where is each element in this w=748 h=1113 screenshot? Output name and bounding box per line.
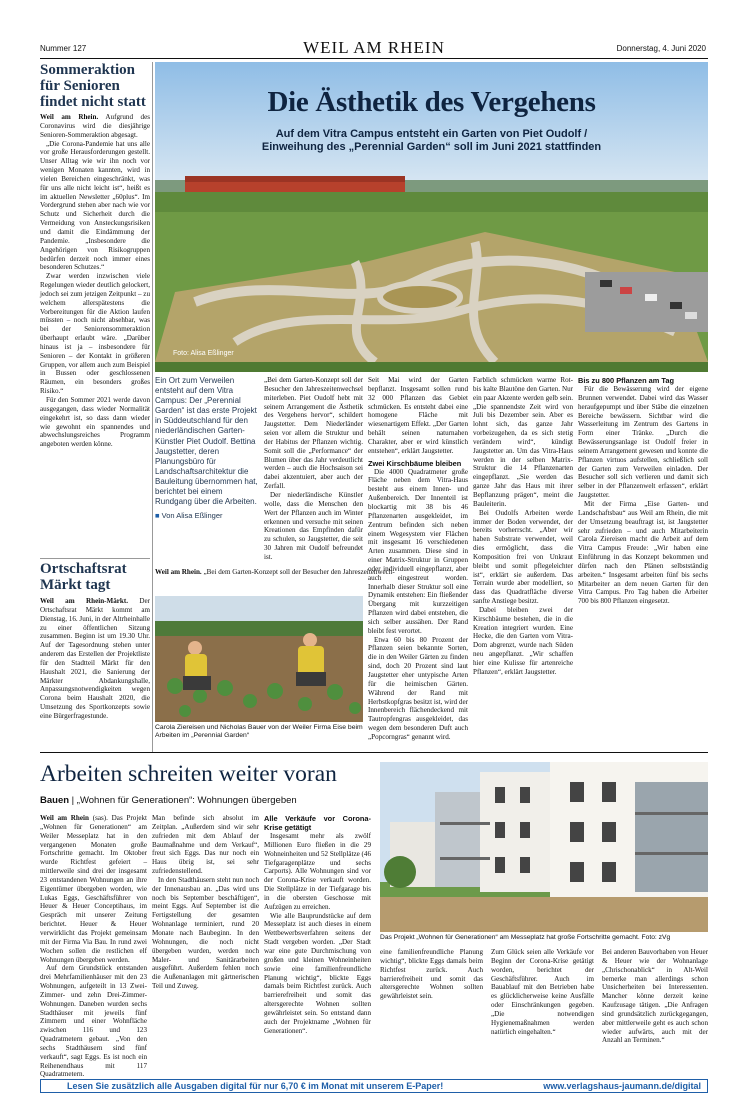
vitra-subtitle-line1: Auf dem Vitra Campus entsteht ein Garten von Piet Oudolf / — [275, 128, 588, 140]
garden-photo — [155, 62, 708, 372]
generationen-topic: Bauen — [40, 795, 70, 806]
generationen-p3: Man befinde sich absolut im Zeitplan. „Außerdem sind wir sehr zufrieden mit dem Ablauf der Baumaßnahme und dem Verkauf“, freut sich Eggs. Das nur noch ein Haus übrig ist, sei sehr zufriedenstellend. — [152, 814, 259, 876]
vitra-p1: „Bei dem Garten-Konzept soll der Besucher den Jahreszeitenwechsel miterleben. Piet Oudolf hebt mit seinem Arrangement die Ästhetik des Vergehens hervor“, schildert Jaugstetter. Dem Niederländer seien vor allem die Struktur und der Habitus der Pflanzen wichtig. Somit soll die „Performance“ der Blumen über das Jahr verdeutlicht werden – auch die Hochsaison sei dabei akzentuiert, aber auch der Zerfall. — [264, 376, 363, 491]
vitra-title: Die Ästhetik des Vergehens — [267, 86, 596, 118]
generationen-p4: In den Stadthäusern steht nun noch der Innenausbau an. „Das wird uns noch bis September beschäftigen“, meint Eggs. Auf September ist die Fertigstellung der gesamten Wohnanlage terminiert, rund 20 Monate nach Baubeginn. In den Wohnungen, die noch nicht übergeben wurden, werden noch Maler- und Sanitärarbeiten ausgeführt. Außerdem fehlen noch die Außenanlagen mit gärtnerischen Teil und Zuweg. — [152, 875, 259, 991]
vitra-p5: Etwa 60 bis 80 Prozent der Pflanzen seien bekannte Sorten, die in den Weiler Gärten zu finden sind, doch 20 Prozent sind laut Jaugstetter eher untypische Arten für die heimischen Gärten. Während der Rand mit Herbstkopfgras besitzt ist, wird der Innenbereich flächendeckend mit Tautropfengras ausgekleidet, das wegen dem besonderen Duft auch „Popcorngras“ genannt wird. — [368, 635, 468, 741]
vitra-col5 — [578, 376, 708, 746]
generationen-col3 — [264, 814, 371, 1074]
vitra-p4: Die 4000 Quadratmeter große Fläche neben dem Vitra-Haus besteht aus einem Innen- und Außenbereich. Der Innenteil ist blockartig mit 38 bis 46 Pflanzenarten ausgekleidet, im Zentrum befinden sich neben einem Wegesystem vier Flächen mit insgesamt 16 verschiedenen Arten zusammen. Diese sind in einer Matrix-Struktur in Gruppen oder individuell eingepflanzt, aber auch eingestreut worden. Innerhalb dieser Struktur soll eine Dynamik entstehen: Ein fließender Übergang mit kurzzeitigen Pflanzen wird dabei entstehen, die sich selber aussähen. Der Rand bleibt fest verortet. — [368, 467, 468, 635]
generationen-col6 — [602, 948, 708, 1074]
vitra-teaser — [155, 376, 258, 521]
generationen-p6b: eine familienfreundliche Planung wichtig“, blickte Eggs damals beim Richtfest zurück. Auch barrierefreiheit und somit das altersgerechte Wohnen sollten gewährleistet sein. — [380, 948, 483, 1001]
vitra-p6: Farblich schmücken warme Rot- bis kalte Blautöne den Garten. Nur ein paar Akzente werden gelb sein. „Die spannendste Zeit wird von Juli bis Dezember sein. Aber es lohnt sich, das ganze Jahr vorbeizugehen, da es sich stetig verändern wird“, kündigt Jaugstetter an. Um das Vitra-Haus werden in der selben Matrix-Struktur die 14 Pflanzenarten eingepflanzt. „Sie werden das ganze Jahr das Haus mit ihrer Bepflanzung prägen“, meint die Bauleiterin. — [473, 376, 573, 508]
issue-date: Donnerstag, 4. Juni 2020 — [616, 44, 706, 53]
generationen-p8: Bei anderen Bauvorhaben von Heuer & Heuer wie der Wohnanlage „Chrischonablick“ in Alt-Weil bemerke man allerdings schon Unsicherheiten bei Interessenten. Mancher könne derzeit keine Kaufzusage tätigen. „Die Anfragen sind grundsätzlich zurückgegangen, aber mittlerweile geht es auch schon wieder aufwärts, auch mit der Anzahl an Terminen.“ — [602, 948, 708, 1045]
workers-caption: Carola Ziereisen und Nicholas Bauer von der Weiler Firma Eise beim Arbeiten im „Perennial Garden“ — [155, 724, 363, 740]
generationen-p6: Wie alle Bauprundstücke auf dem Messeplatz ist auch dieses in einem Wettbewerbsverfahren seitens der Stadt vergeben worden. „Der Stadt war eine gute Durchmischung von großen und kleinen Wohneinheiten sowie eine familienfreundliche Planung wichtig“, blickte Eggs damals beim Richtfest zurück. Auch barrierefreiheit und somit das altersgerechte Wohnen sollten gewährleistet sein. So entstand dann auch der Projektname „Wohnen für Generationen“. — [264, 911, 371, 1035]
ortschaftsrat-body: Weil am Rhein-Märkt. Der Ortschaftsrat Märkt kommt am Dienstag, 16. Juni, in der Altrheinhalle zu einer öffentlichen Sitzung zusammen. Beginn ist um 19.30 Uhr. Auf der Tagesordnung stehen unter anderem das Erstellen der Projektliste für den Stadtteil Märkt für den Haushalt 2021, die Sanierung der Märkter Abdankungshalle, Anpassungsnotwendigkeiten wegen Corona beim Haushalt 2020, die Umsetzung des Sportkonzepts sowie eine Bürgerfragestunde. — [40, 597, 151, 720]
epaper-banner[interactable] — [40, 1079, 708, 1093]
generationen-p1: Weil am Rhein (sas). Das Projekt „Wohnen für Generationen“ am Weiler Messeplatz hat in den vergangenen Monaten große Fortschritte gemacht. Im Oktober wurde Richtfest gefeiert – mittlerweile sind drei der insgesamt 23 entstandenen Wohnungen an ihre Eigentümer übergeben worden, wie Lukas Eggs, Geschäftsführer von Heuer & Heuer Conceptihaus, im Gespräch mit unserer Zeitung berichtet. Heuer & Heuer verwirklicht das Projekt gemeinsam mit der Firma Via Bau. In rund zwei Wochen sollen die restlichen elf Wohnungen übergeben werden. — [40, 814, 147, 964]
generationen-subhead: Alle Verkäufe vor Corona-Krise getätigt — [264, 814, 371, 832]
senioren-p2: „Die Corona-Pandemie hat uns alle vor große Herausforderungen gestellt. Unser Alltag wie wir ihn noch vor wenigen Monaten kannten, wird in vielen Bereichen eingeschränkt, was für uns alle nicht leicht ist“, heißt es im aktuellen Newsletter „60plus“. Im Vordergrund stehen aber nach wie vor Schutz und Sicherheit durch die Vermeidung von Ansteckungsrisiken und damit die Eindämmung der Pandemie. „Insbesondere die Angehörigen von Risikogruppen bedürfen derzeit noch immer eines besonderen Schutzes.“ — [40, 139, 150, 272]
vitra-p3: Seit Mai wird der Garten bepflanzt. Insgesamt sollen rund 32 000 Pflanzen das Gebiet schmücken. Es entsteht dabei eine homogene Fläche mit wiesenartigem Effekt. „Der Garten behält seinen naturnahen Charakter, aber er wird künstlich entstehen“, erklärt Jaugstetter. — [368, 376, 468, 455]
vitra-p7: Bei Oudolfs Arbeiten werde immer der Boden verwendet, der bereits vorherrscht. „Aber wir haben Substrate verwendet, weil dies ermöglicht, dass die Komposition frei von Unkraut bleibt und somit pflegeleichter ist“, erklärt sie außerdem. Das Terrain wurde aber modelliert, so dass das Quadratfläche diverse sanfte Anstiege besitzt. — [473, 508, 573, 606]
article-ortschaftsrat — [40, 561, 150, 757]
vitra-subtitle — [155, 128, 708, 154]
vitra-col4 — [473, 376, 573, 746]
article-senioren — [40, 62, 150, 549]
vitra-subtitle-line2: Einweihung des „Perennial Garden“ soll im Juni 2021 stattfinden — [261, 141, 602, 153]
generationen-p5: Insgesamt mehr als zwölf Millionen Euro fließen in die 29 Wohneinheiten und 52 Stellplätze (46 Tiefgaragenplätze und sechs Carports). Alle Wohnungen sind vor der Corona-Krise verkauft worden. Die Stellplätze in der Tiefgarage bis in die obersten Geschosse mit Aufzügen zu erreichen. — [264, 832, 371, 911]
vitra-col1-start: Weil am Rhein. „Bei dem Garten-Konzept soll der Besucher den Jahreszeitenwech- — [155, 568, 395, 576]
generationen-subtitle-text: „Wohnen für Generationen“: Wohnungen übergeben — [76, 795, 297, 806]
senioren-p4: Für den Sommer 2021 werde davon ausgegangen, dass wieder Normalität eingekehrt ist, so dass dann wieder wie gewohnt ein spannendes und abwechslungsreiches Programm angeboten werden könne. — [40, 396, 150, 449]
building-photo — [380, 762, 708, 932]
generationen-p2: Auf dem Grundstück entstanden drei Mehrfamilienhäuser mit den 23 Wohnungen, aufgeteilt in 13 Zwei-Zimmer- und zehn Drei-Zimmer-Wohnungen. Daneben wurden sechs Stadthäuser mit jeweils fünf Zimmern und einer Wohnfläche zwischen 116 und 123 Quadratmetern gebaut. „Von den sechs Stadthäusern sind fünf verkauft“, sagt Eggs. Es ist noch ein Reihenendhaus mit 117 Quadratmetern. — [40, 964, 147, 1079]
generationen-p7: Zum Glück seien alle Verkäufe vor Beginn der Corona-Krise getätigt worden, berichtet der Geschäftsführer. Auch im Bauablauf mit den Betrieben habe es glücklicherweise keine Ausfälle oder Einschränkungen gegeben. „Die notwendigen Hygienemaßnahmen werden natürlich eingehalten.“ — [491, 948, 594, 1036]
epaper-link[interactable]: www.verlagshaus-jaumann.de/digital — [543, 1081, 701, 1091]
header-rule — [40, 58, 708, 59]
generationen-col4 — [380, 948, 483, 1074]
masthead: WEIL AM RHEIN — [303, 38, 445, 57]
generationen-subtitle: Bauen | „Wohnen für Generationen“: Wohnungen übergeben — [40, 795, 297, 806]
ortschaftsrat-kicker: Weil am Rhein-Märkt. — [40, 597, 128, 605]
epaper-promo-text: Lesen Sie zusätzlich alle Ausgaben digital für nur 6,70 € im Monat mit unserem E-Paper! — [67, 1081, 444, 1091]
workers-photo — [155, 596, 363, 722]
vitra-kicker: Weil am Rhein. — [155, 568, 202, 576]
column-separator — [152, 62, 153, 752]
ortschaftsrat-title: Ortschaftsrat Märkt tagt — [40, 561, 127, 593]
photo-credit: Foto: Alisa Eßlinger — [173, 350, 234, 357]
senioren-title: Sommeraktion für Senioren findet nicht statt — [40, 62, 146, 110]
vitra-col2 — [264, 376, 363, 566]
senioren-p3: Zwar werden inzwischen viele Regelungen wieder deutlich gelockert, jedoch sei zum jetzigen Zeitpunkt – zu welchem allerspätestens die Vorbereitungen für die Aktion laufen müssten – noch nicht absehbar, was bei der Seniorensommeraktion überhaupt erlaubt wäre. „Darüber hinaus ist ja – insbesondere für Senioren – der Kontakt in größeren Gruppen, vor allem auch zum Beispiel in Bussen oder geschlossenen Räumen, ein besonders großes Risiko.“ — [40, 272, 150, 396]
generationen-col2 — [152, 814, 259, 1074]
senioren-lead: Weil am Rhein. Aufgrund des Coronavirus wird die diesjährige Senioren-Sommeraktion abgesagt. — [40, 113, 150, 139]
issue-number: Nummer 127 — [40, 44, 87, 53]
workers-photo-illustration — [155, 596, 363, 722]
generationen-col1 — [40, 814, 147, 1079]
left-column-divider — [40, 558, 150, 559]
vitra-subhead-kirsch: Zwei Kirschbäume bleiben — [368, 458, 462, 468]
vitra-author: ■ Von Alisa Eßlinger — [155, 511, 223, 521]
generationen-title: Arbeiten schreiten weiter voran — [40, 761, 337, 787]
vitra-p2: Der niederländische Künstler wolle, dass die Menschen den Wert der Pflanzen auch im Winter erkennen und versuche mit seinen Kreationen das Empfinden dafür zu schulen, so Jaugstetter, die seit 30 Jahren mit Oudolf befreundet ist. — [264, 490, 363, 561]
building-photo-illustration — [380, 762, 708, 932]
vitra-p10: Mit der Firma „Eise Garten- und Landschaftsbau“ aus Weil am Rhein, die mit der Umsetzung beauftragt ist, ist Jaugstetter sehr zufrieden – und auch Mitarbeiterin Carola Ziereisen macht die Arbeit auf dem Vitra Campus Freude: „Wir haben eine Einführung in das Konzept bekommen und dürfen nach den Plänen selbstständig arbeiten.“ Insgesamt arbeiten fünf bis sechs Mitarbeiter an dem neuen Garten für den Vitra Campus. Pro Tag haben die Arbeiter 700 bis 800 Pflanzen eingesetzt. — [578, 499, 708, 606]
generationen-kicker: Weil am Rhein — [40, 814, 89, 822]
section-rule — [40, 752, 708, 753]
vitra-subhead-pflanzen: Bis zu 800 Pflanzen am Tag — [578, 376, 674, 385]
vitra-p8: Dabei bleiben zwei der Kirschbäume bestehen, die in die Kreation integriert wurden. Eine Hecke, die den Garten vom Vitra-Dom abgrenzt, wurde nach Süden neu angepflanzt. „Wir schaffen hier eine Kulisse für artenreiche Pflanzen“, erklärt Jaugstetter. — [473, 605, 573, 676]
vitra-col3 — [368, 376, 468, 746]
vitra-p9: Für die Bewässerung wird der eigene Brunnen verwendet. Dabei wird das Wasser heraufgepumpt und über Stäbe die einzelnen Bereiche bewässern. Sichtbar wird die Wasserleitung im Zentrum des Gartens in Form einer Tränke. „Durch die Bewässerungsanlage ist Oudolf freier in seinem Arrangement gewesen und konnte die Pflanzen virtuos aufstellen, schließlich soll der Garten zum Verweilen einladen. Der Besucher soll sich verlieren und damit sich selber in der Pflanzenwelt erfassen“, erklärt Jaugstetter. — [578, 385, 708, 500]
generationen-col5 — [491, 948, 594, 1074]
vitra-teaser-text: Ein Ort zum Verweilen entsteht auf dem Vitra Campus: Der „Perennial Garden“ ist das erste Projekt in Süddeutschland für den niederländischen Garten-Künstler Piet Oudolf. Bettina Jaugstetter, deren Planungsbüro für Landschaftsarchitektur die Bauleitung übernommen hat, berichtet bei einem Rundgang über die Arbeiten. — [155, 376, 258, 507]
building-caption: Das Projekt „Wohnen für Generationen“ am Messeplatz hat große Fortschritte gemacht. Foto: zVg — [380, 934, 671, 941]
senioren-kicker: Weil am Rhein. — [40, 113, 99, 121]
